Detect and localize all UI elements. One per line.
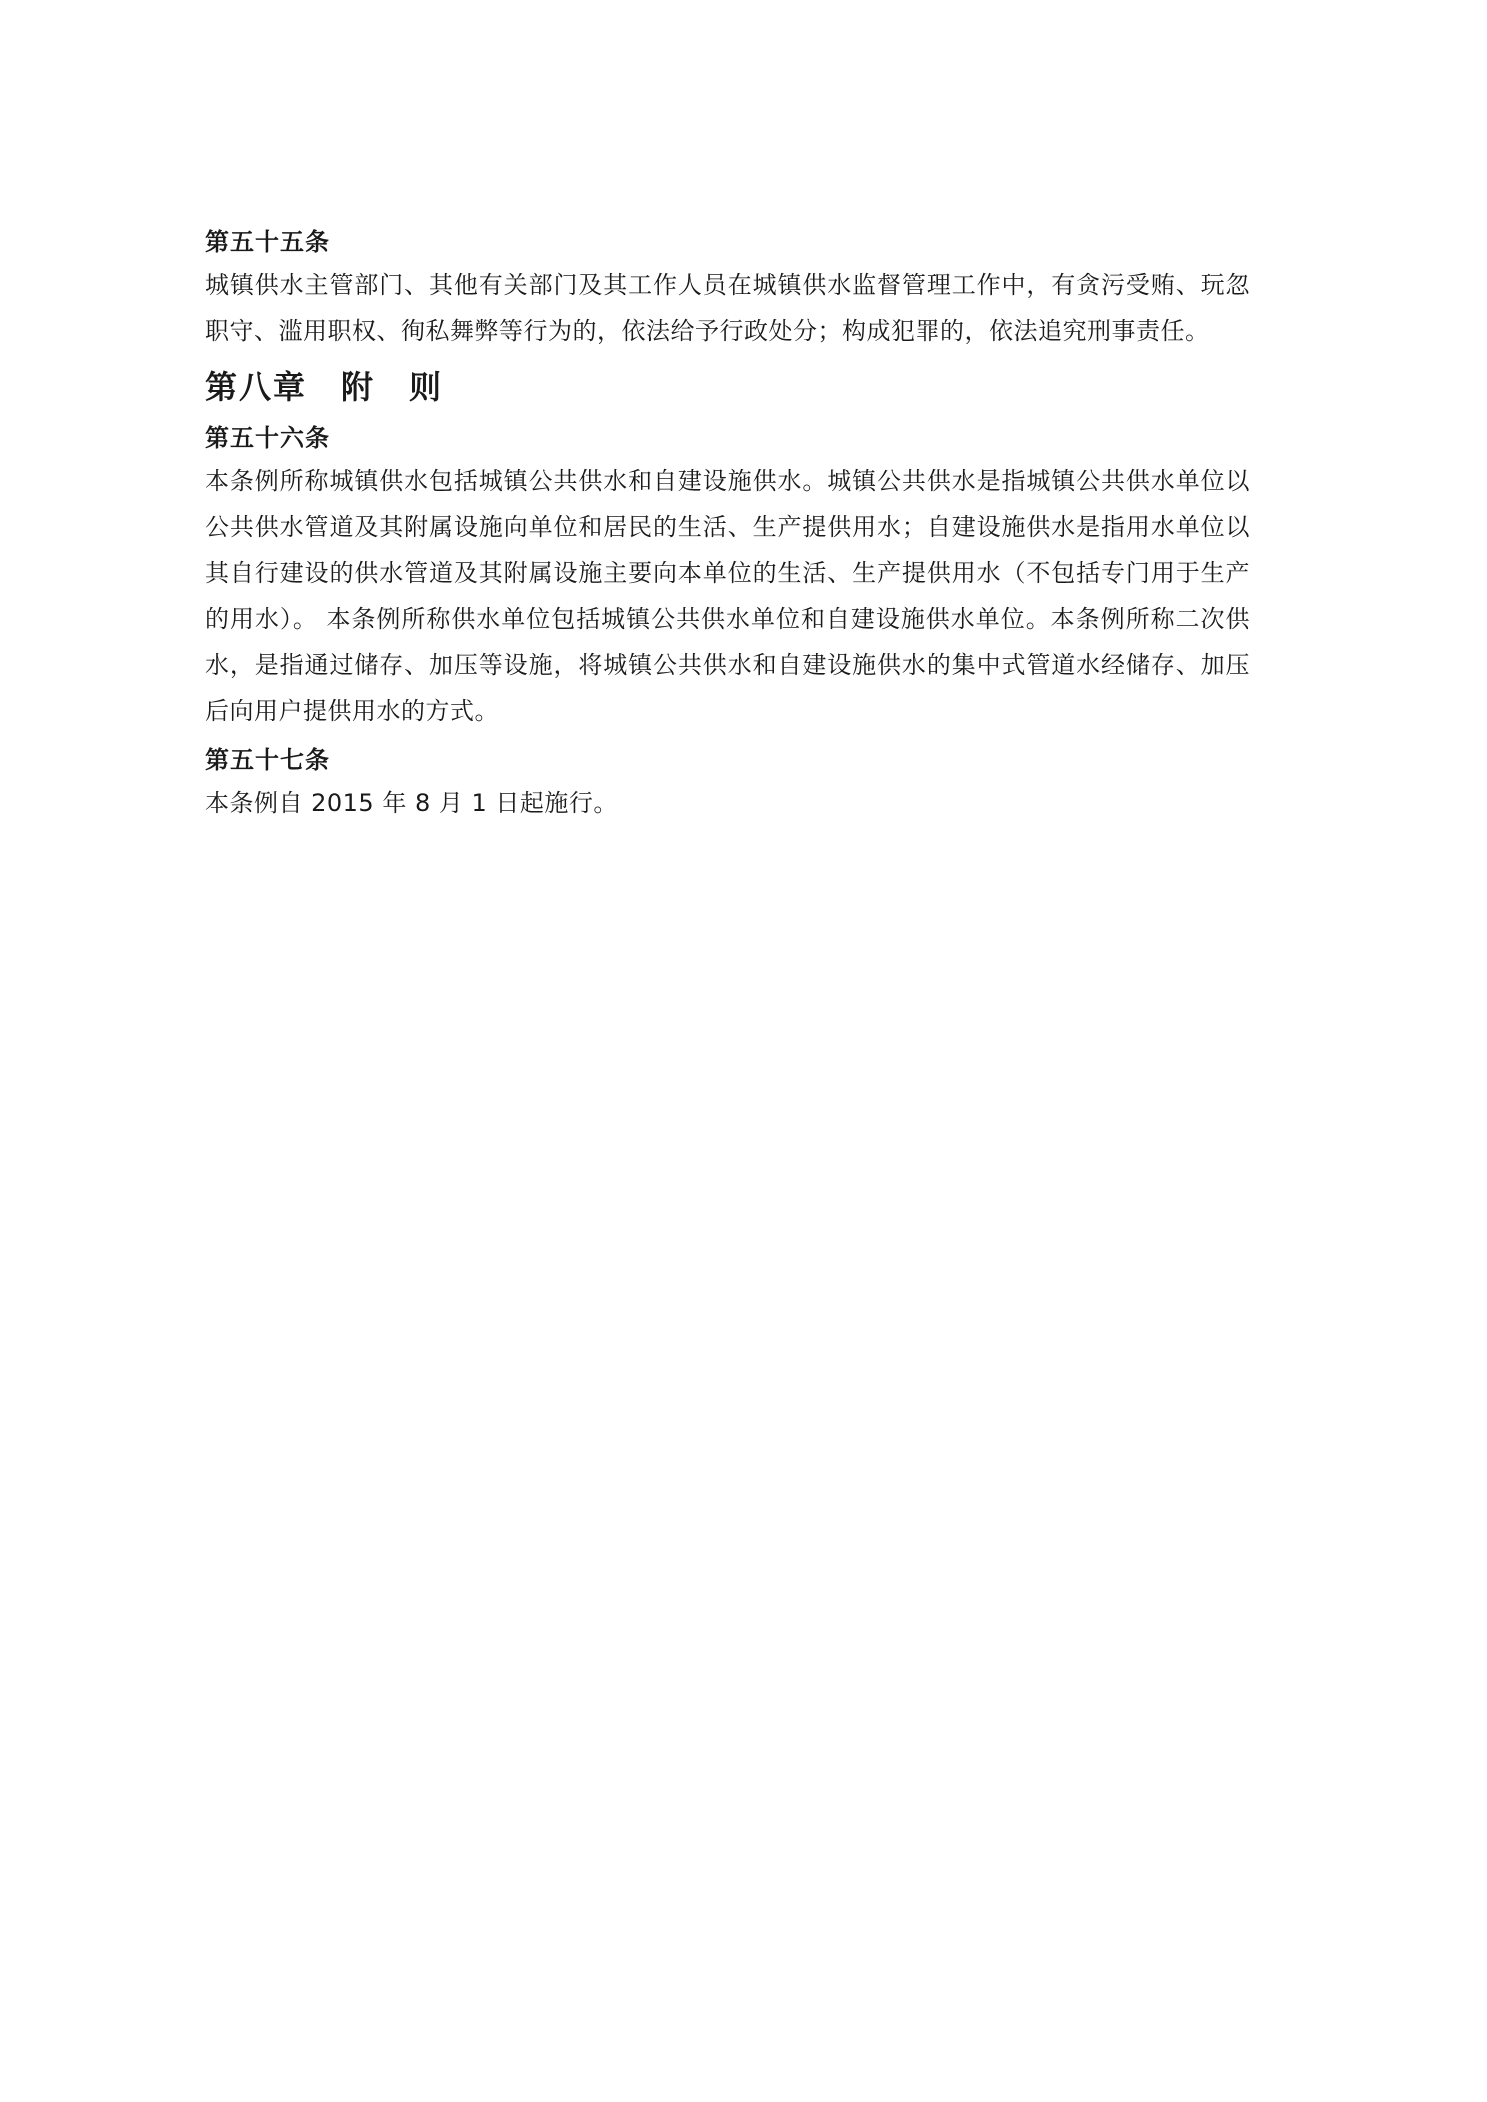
article-55 bbox=[205, 222, 1250, 354]
article-body: 本条例自 2015 年 8 月 1 日起施行。 bbox=[205, 789, 618, 817]
article-body: 本条例所称城镇供水包括城镇公共供水和自建设施供水。城镇公共供水是指城镇公共供水单位以公共供水管道及其附属设施向单位和居民的生活、生产提供用水；自建设施供水是指用水单位以其自行建设的供水管道及其附属设施主要向本单位的生活、生产提供用水（不包括专门用于生产的用水）。 本条例所称供水单位包括城镇公共供水单位和自建设施供水单位。本条例所称二次供水，是指通过储存、加压等设施，将城镇公共供水和自建设施供水的集中式管道水经储存、加压后向用户提供用水的方式。 bbox=[205, 467, 1250, 725]
article-title: 第五十五条 bbox=[205, 228, 330, 256]
article-title: 第五十六条 bbox=[205, 424, 330, 452]
article-57 bbox=[205, 740, 1250, 826]
chapter-title: 第八章 附 则 bbox=[205, 368, 444, 406]
article-56 bbox=[205, 418, 1250, 734]
article-title: 第五十七条 bbox=[205, 746, 330, 774]
article-body: 城镇供水主管部门、其他有关部门及其工作人员在城镇供水监督管理工作中，有贪污受贿、玩忽职守、滥用职权、徇私舞弊等行为的，依法给予行政处分；构成犯罪的，依法追究刑事责任。 bbox=[205, 271, 1250, 345]
document-content bbox=[205, 222, 1250, 832]
